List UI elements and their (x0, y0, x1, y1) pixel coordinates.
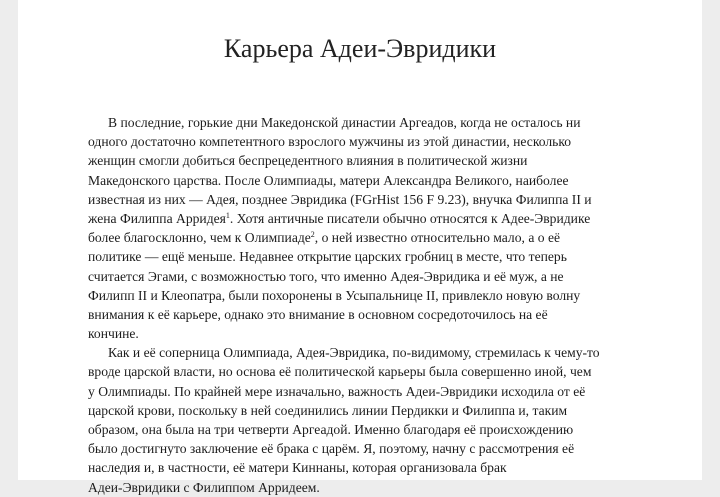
text-line: Адеи-Эвридики с Филиппом Арридеем. (88, 479, 320, 495)
text-line: женщин смогли добиться беспрецедентного влияния в политической жизни (88, 153, 528, 169)
text-line (88, 228, 643, 247)
text-segment: . Хотя античные писатели обычно относятся к Адее-Эвридике (229, 210, 591, 226)
text-segment: , о ней известно относительно мало, а о её (314, 230, 561, 246)
text-segment: жена Филиппа Арридея (88, 210, 226, 226)
text-line: у Олимпиады. По крайней мере изначально, важность Адеи-Эвридики исходила от её (88, 383, 586, 399)
document-title: Карьера Адеи-Эвридики (223, 34, 497, 63)
text-line: кончине. (88, 326, 139, 342)
text-line: вроде царской власти, но основа её политической карьеры была совершенно иной, чем (88, 364, 592, 380)
text-line: известная из них — Адея, позднее Эвридика (FGrHist 156 F 9.23), внучка Филиппа II и (88, 191, 592, 207)
text-line: царской крови, поскольку в ней соединились линии Пердикки и Филиппа и, таким (88, 402, 568, 418)
text-line: было достигнуто заключение её брака с царём. Я, поэтому, начну с рассмотрения её (88, 441, 575, 457)
text-line: В последние, горькие дни Македонской династии Аргеадов, когда не осталось ни (108, 115, 581, 130)
text-line: Как и её соперница Олимпиада, Адея-Эвридика, по-видимому, стремилась к чему-то (108, 345, 600, 361)
text-line (88, 209, 643, 228)
text-line: образом, она была на три четверти Аргеадой. Именно благодаря её происхождению (88, 422, 574, 437)
footnote-marker-2[interactable]: 2 (310, 230, 315, 240)
document-page (18, 0, 702, 495)
text-line: политике — ещё меньше. Недавнее открытие царских гробниц в месте, что теперь (88, 249, 567, 265)
text-segment: более благосклонно, чем к Олимпиаде (88, 230, 311, 246)
paragraph-1 (88, 113, 643, 343)
text-line: одного достаточно компетентного взрослого мужчины из этой династии, несколько (88, 134, 572, 150)
paragraph-2 (88, 343, 643, 497)
text-line: внимания к её карьере, однако это внимание в основном сосредоточилось на её (88, 306, 548, 322)
footnote-marker-1[interactable]: 1 (225, 210, 230, 220)
text-line: Филипп II и Клеопатра, были похоронены в Усыпальнице II, привлекло новую волну (88, 287, 581, 303)
text-line: Македонского царства. После Олимпиады, матери Александра Великого, наиболее (88, 172, 569, 188)
text-line: наследия и, в частности, её матери Киннаны, которая организовала брак (88, 460, 507, 476)
document-body (88, 113, 643, 497)
text-line: считается Эгами, с возможностью того, что именно Адея-Эвридика и её муж, а не (88, 268, 564, 284)
